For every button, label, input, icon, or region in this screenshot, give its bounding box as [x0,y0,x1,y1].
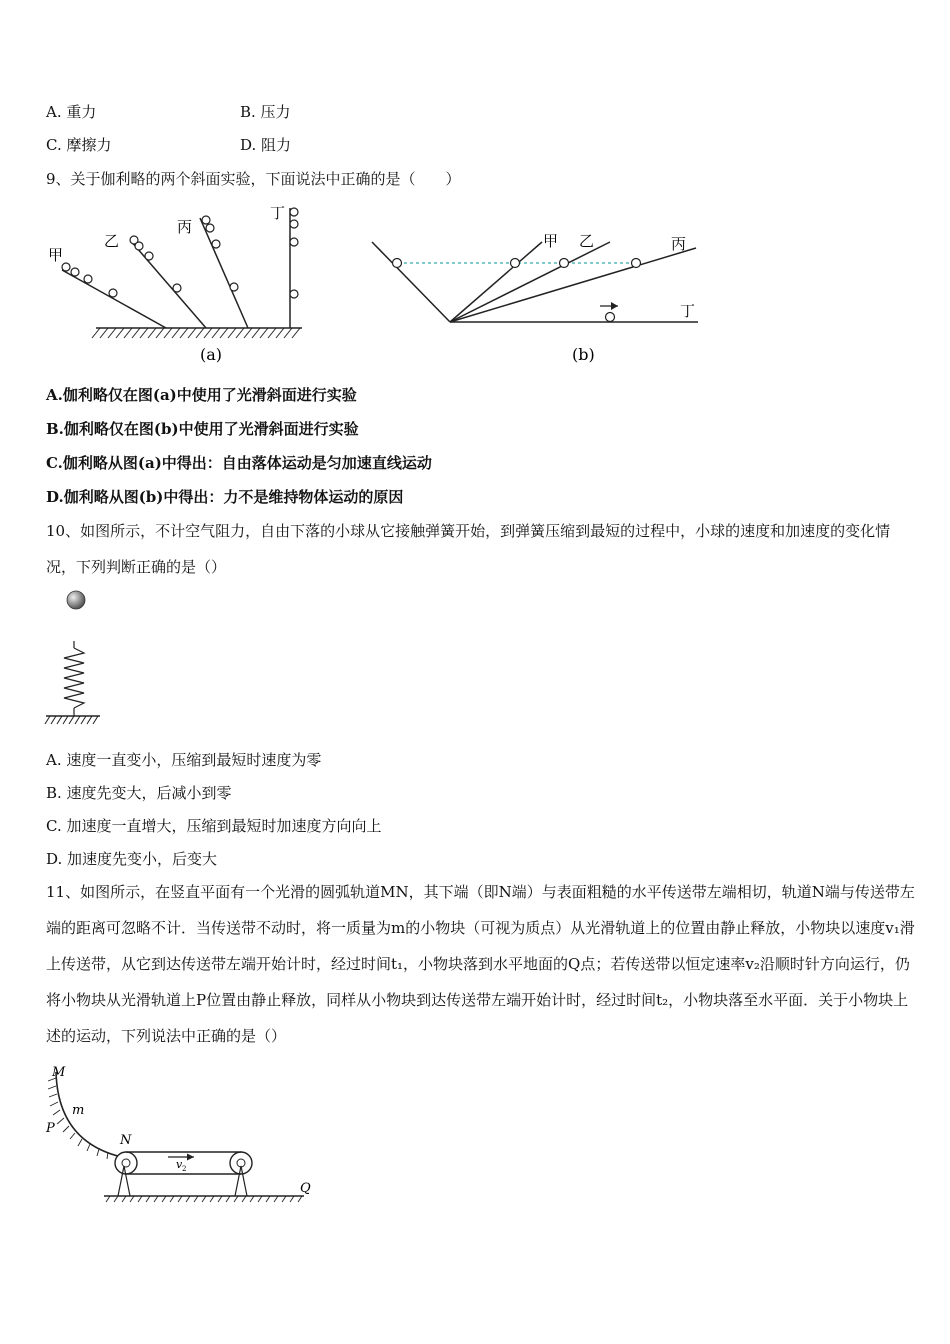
q9-figure-b [360,222,710,372]
q10-option-b: B. 速度先变大，后减小到零 [46,784,232,802]
fig-label-v2: v [176,1158,183,1171]
fig-label-m-lower: m [72,1103,85,1118]
q9-figure-a [40,200,320,370]
q11-stem: 11、如图所示，在竖直平面有一个光滑的圆弧轨道MN，其下端（即N端）与表面粗糙的水平传送带左端相切，轨道N端与传送带左端的距离可忽略不计．当传送带不动时，将一质量为m的小物块（可视为质点）从光滑轨道上的位置由静止释放，小物块以速度v₁滑上传送带，从它到达传送带左端开始计时，经过时间t₁，小物块落到水平地面的Q点；若传送带以恒定速率v₂沿顺时针方向运行，仍将小物块从光滑轨道上P位置由静止释放，同样从小物块到达传送带左端开始计时，经过时间t₂，小物块落至水平面．关于小物块上述的运动，下列说法中正确的是（） [46,883,915,1045]
q8-option-b: B. 压力 [240,103,291,121]
fig-b-label-yi: 乙 [579,232,595,250]
fig-b-label-ding: 丁 [680,302,696,320]
q8-option-c: C. 摩擦力 [46,136,112,154]
q9-stem: 9、关于伽利略的两个斜面实验，下面说法中正确的是（ ） [46,170,461,188]
fig-label-q: Q [300,1181,311,1196]
fig-label-m-upper: M [52,1065,66,1080]
fig-a-label-ding: 丁 [270,204,286,222]
q10-option-c: C. 加速度一直增大，压缩到最短时加速度方向向上 [46,817,382,835]
fig-a-caption: (a) [200,345,223,364]
fig-label-p: P [46,1121,55,1136]
fig-a-label-jia: 甲 [48,246,64,264]
q10-option-d: D. 加速度先变小，后变大 [46,850,218,868]
q10-stem: 10、如图所示，不计空气阻力，自由下落的小球从它接触弹簧开始，到弹簧压缩到最短的过程中，小球的速度和加速度的变化情况，下列判断正确的是（） [46,522,891,576]
q9-option-b: B.伽利略仅在图(b)中使用了光滑斜面进行实验 [46,420,359,438]
fig-b-label-jia: 甲 [543,232,559,250]
q10-option-a: A. 速度一直变小，压缩到最短时速度为零 [46,751,322,769]
q11-figure-conveyor [44,1062,324,1212]
fig-b-caption: (b) [572,345,595,364]
q8-option-d: D. 阻力 [240,136,292,154]
q9-option-a: A.伽利略仅在图(a)中使用了光滑斜面进行实验 [46,386,357,404]
q8-option-a: A. 重力 [46,103,97,121]
q10-figure-spring [44,588,108,728]
q9-option-d: D.伽利略从图(b)中得出：力不是维持物体运动的原因 [46,488,404,506]
q9-option-c: C.伽利略从图(a)中得出：自由落体运动是匀加速直线运动 [46,454,432,472]
fig-a-label-yi: 乙 [104,232,120,250]
fig-a-label-bing: 丙 [177,218,193,236]
fig-label-n: N [120,1133,132,1148]
fig-b-label-bing: 丙 [671,235,687,253]
fig-label-v2-subscript: 2 [182,1165,187,1173]
